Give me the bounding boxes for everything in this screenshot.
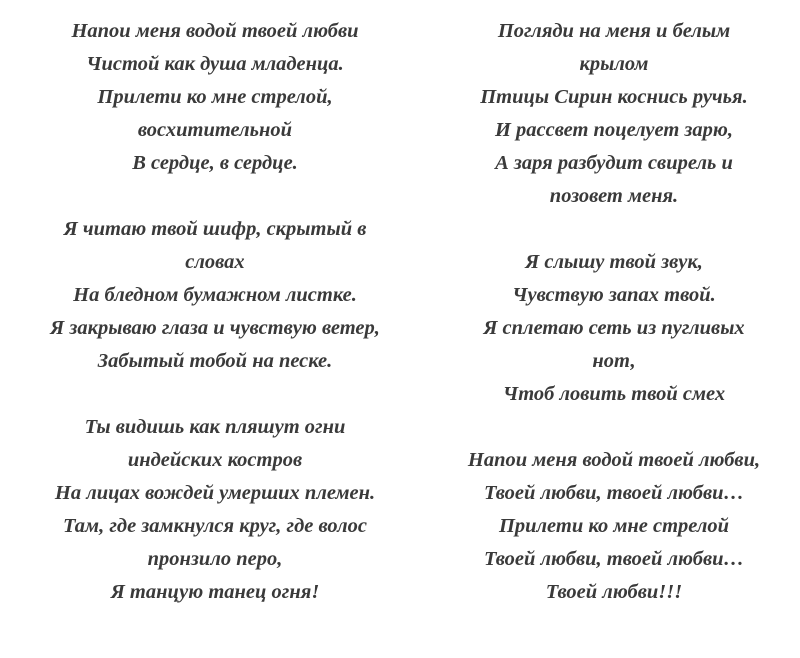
poem-line: Твоей любви, твоей любви…	[483, 548, 744, 570]
poem-line: Там, где замкнулся круг, где волос	[63, 515, 367, 537]
poem-line: словах	[185, 251, 245, 273]
stanza-break	[438, 411, 790, 444]
poem-line: Я закрываю глаза и чувствую ветер,	[50, 317, 380, 339]
poem-line: Я танцую танец огня!	[110, 581, 320, 603]
poem-line: Твоей любви, твоей любви…	[483, 482, 744, 504]
poem-line: Забытый тобой на песке.	[97, 350, 333, 372]
poem-line: Чтоб ловить твой смех	[502, 383, 726, 405]
poem-line: А заря разбудит свирель и	[495, 152, 733, 174]
poem-line: Я слышу твой звук,	[525, 251, 703, 273]
poem-line: Я читаю твой шифр, скрытый в	[63, 218, 367, 240]
poem-line: На бледном бумажном листке.	[73, 284, 357, 306]
poem-line: Птицы Сирин коснись ручья.	[480, 86, 748, 108]
poem-line: Напои меня водой твоей любви,	[467, 449, 761, 471]
poem-line: позовет меня.	[549, 185, 679, 207]
poem-line: Ты видишь как пляшут огни	[84, 416, 346, 438]
poem-line: Напои меня водой твоей любви	[71, 20, 359, 42]
poem-line: Чистой как душа младенца.	[86, 53, 344, 75]
stanza-break	[438, 213, 790, 246]
poem-left-column	[15, 15, 415, 609]
poem-line: Я сплетаю сеть из пугливых	[483, 317, 745, 339]
poem-line: крылом	[579, 53, 649, 75]
poem-line: восхитительной	[137, 119, 293, 141]
poem-line: Твоей любви!!!	[545, 581, 683, 603]
poem-line: нот,	[592, 350, 636, 372]
poem-line: Погляди на меня и белым	[497, 20, 731, 42]
poem-line: индейских костров	[127, 449, 303, 471]
poem-line: Прилети ко мне стрелой	[498, 515, 730, 537]
poem-line: И рассвет поцелует зарю,	[494, 119, 734, 141]
poem-line: В сердце, в сердце.	[132, 152, 298, 174]
stanza-break	[15, 180, 415, 213]
poem-line: На лицах вождей умерших племен.	[54, 482, 376, 504]
poem-line: Прилети ко мне стрелой,	[97, 86, 333, 108]
poem-line: Чувствую запах твой.	[512, 284, 716, 306]
poem-right-column	[438, 15, 790, 609]
poem-line: пронзило перо,	[147, 548, 283, 570]
stanza-break	[15, 378, 415, 411]
